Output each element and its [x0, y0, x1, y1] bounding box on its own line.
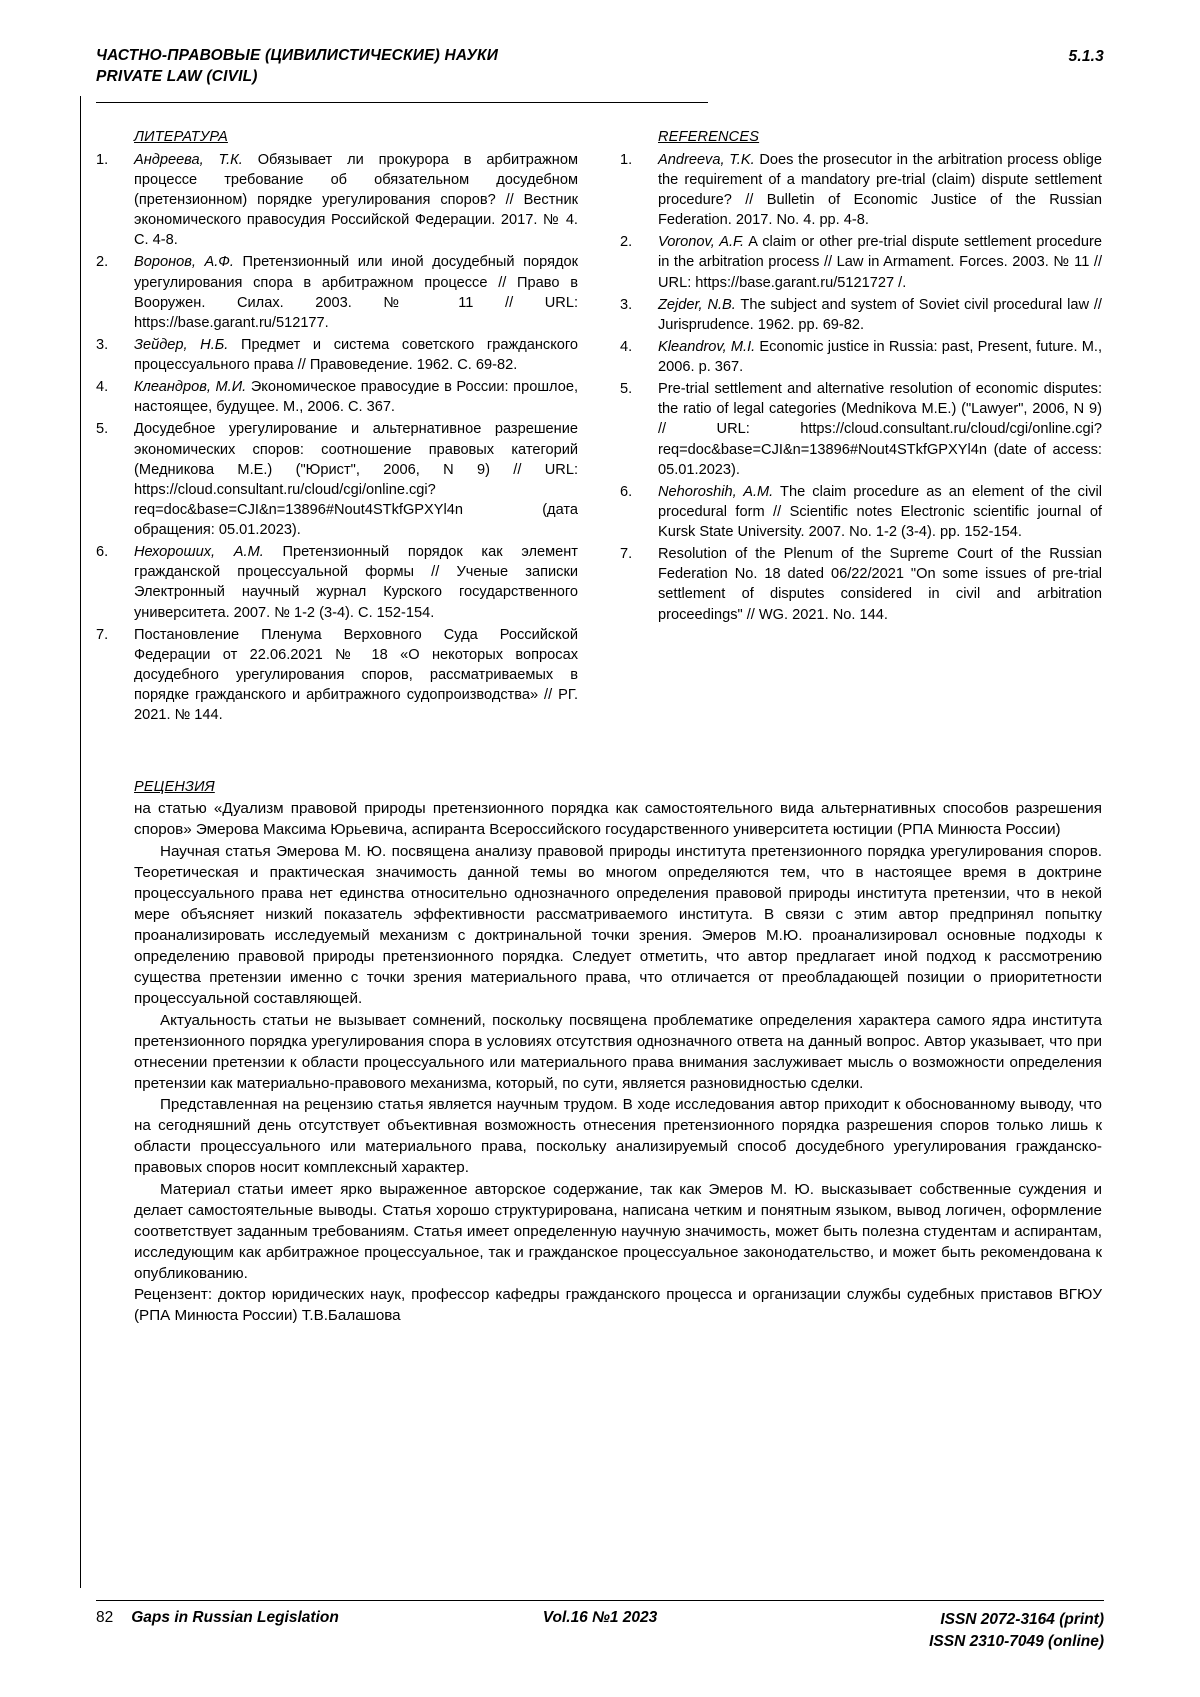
reference-item: [620, 232, 1102, 292]
reference-number: 2.: [96, 254, 109, 271]
footer-divider: [96, 1600, 1104, 1601]
literature-list: [96, 150, 578, 726]
reference-item: [620, 337, 1102, 377]
references-list: [620, 150, 1102, 625]
issn-online: ISSN 2310-7049 (online): [929, 1633, 1104, 1651]
reference-number: 7.: [620, 546, 633, 563]
reference-text: A claim or other pre-trial dispute settlement procedure in the arbitration process // Law in Armament. Forces. 2003. № 11 // URL: https://base.garant.ru/5121727 /.: [658, 234, 1102, 291]
reference-author: Kleandrov, M.I.: [658, 338, 756, 355]
review-paragraph: Актуальность статьи не вызывает сомнений, поскольку посвящена проблематике определения характера самого ядра института претензионного порядка урегулирования спора в условиях отсутствия однозначного ответа на данный вопрос. Автор указывает, что при отнесении претензии к области процессуального или материального права внимания заслуживает мысль о возможности определения претензии как материально-правового механизма, который, по сути, является разновидностью сделки.: [134, 1011, 1102, 1092]
reference-text: Досудебное урегулирование и альтернативное разрешение экономических споров: соотношение правовых категорий (Медникова М.Е.) ("Юрист", 2006, N 9) // URL: https://cloud.consultant.ru/cloud/cgi/online.cgi?req=doc&base=CJI&n=13896#Nout4STkfGPXYl4n (дата обращения: 05.01.2023).: [134, 421, 578, 539]
reference-text: Предмет и система советского гражданского процессуального права // Правоведение. 1962. С. 69-82.: [134, 336, 578, 374]
reference-number: 6.: [96, 544, 109, 561]
reference-number: 6.: [620, 483, 633, 500]
reference-text: Экономическое правосудие в России: прошлое, настоящее, будущее. М., 2006. С. 367.: [134, 379, 578, 416]
reference-author: Нехороших, А.М.: [134, 544, 264, 561]
reference-item: [620, 482, 1102, 542]
issn-print: ISSN 2072-3164 (print): [940, 1611, 1104, 1628]
reference-text: Does the prosecutor in the arbitration process oblige the requirement of a mandatory pre-trial (claim) dispute settlement procedure? // Bulletin of Economic Justice of the Russian Federation. 2017. No. 4. pp. 4-8.: [658, 151, 1103, 229]
footer-right: [929, 1609, 1104, 1654]
page-number: 82: [96, 1609, 114, 1626]
reference-text: Resolution of the Plenum of the Supreme Court of the Russian Federation No. 18 dated 06/22/2021 "On some issues of pre-trial settlement of disputes considered in civil and arbitration proceedings" // WG. 2021. No. 144.: [658, 546, 1102, 623]
reference-number: 1.: [620, 151, 633, 168]
review-paragraph: Рецензент: доктор юридических наук, профессор кафедры гражданского процесса и организации службы судебных приставов ВГЮУ (РПА Минюста России) Т.В.Балашова: [134, 1286, 1102, 1325]
reference-item: [620, 150, 1102, 231]
reference-number: 7.: [96, 626, 109, 643]
review-body: [134, 798, 1102, 1326]
left-margin-rule: [80, 96, 81, 1588]
reference-author: Voronov, A.F.: [658, 234, 745, 251]
reference-item: [620, 379, 1102, 480]
reference-item: [96, 252, 578, 333]
reference-author: Клеандров, М.И.: [134, 379, 247, 396]
reference-text: Претензионный или иной досудебный порядок урегулирования спора в арбитражном процессе // Право в Вооружен. Силах. 2003. № 11 // URL: https://base.garant.ru/512177.: [134, 254, 578, 331]
references-column: [620, 129, 1102, 728]
reference-author: Nehoroshih, A.M.: [658, 483, 774, 500]
reference-item: [96, 542, 578, 623]
header-title-en: PRIVATE LAW (CIVIL): [96, 67, 258, 85]
reference-number: 1.: [96, 151, 109, 168]
reference-item: [96, 150, 578, 251]
review-paragraph: Научная статья Эмерова М. Ю. посвящена анализу правовой природы института претензионного порядка урегулирования споров. Теоретическая и практическая значимость данной темы во многом определяются тем, что в настоящее время в доктрине процессуального права нет единства относительно однозначного определения правовой природы института претензии, что в некой мере объясняет низкий показатель эффективности рассматриваемого института. В связи с этим автор предпринял попытку проанализировать исследуемый механизм с доктринальной точки зрения. Эмеров М.Ю. проанализировал основные подходы к определению правовой природы претензионного порядка. Следует отметить, что автор предлагает иной подход к рассмотрению существа претензии именно с точки зрения материального права, что отличается от преобладающей позиции о приоритетности процессуальной составляющей.: [134, 842, 1102, 1008]
reference-text: Постановление Пленума Верховного Суда Российской Федерации от 22.06.2021 № 18 «О некоторых вопросах досудебного урегулирования споров, рассматриваемых в порядке гражданского и арбитражного судопроизводства» // РГ. 2021. № 144.: [134, 626, 578, 724]
header-title-ru: ЧАСТНО-ПРАВОВЫЕ (ЦИВИЛИСТИЧЕСКИЕ) НАУКИ: [96, 47, 499, 64]
reference-item: [620, 544, 1102, 625]
review-paragraph: на статью «Дуализм правовой природы претензионного порядка как самостоятельного вида альтернативных способов разрешения споров» Эмерова Максима Юрьевича, аспиранта Всероссийского государственного университета юстиции (РПА Минюста России): [134, 800, 1102, 839]
reference-number: 4.: [96, 379, 109, 396]
reference-author: Zejder, N.B.: [658, 296, 736, 313]
reference-author: Воронов, А.Ф.: [134, 254, 234, 271]
journal-name: Gaps in Russian Legislation: [131, 1609, 339, 1626]
review-heading: РЕЦЕНЗИЯ: [134, 779, 215, 796]
review-paragraph: Материал статьи имеет ярко выраженное авторское содержание, так как Эмеров М. Ю. высказывает собственные суждения и делает самостоятельные выводы. Статья хорошо структурирована, написана четким и понятным языком, вывод логичен, оформление соответствует заданным требованиям. Статья имеет определенную научную значимость, может быть полезна студентам и аспирантам, исследующим как арбитражное процессуальное, так и гражданское процессуальное законодательство, и может быть рекомендована к опубликованию.: [134, 1180, 1102, 1283]
reference-text: Обязывает ли прокурора в арбитражном процессе требование об обязательном досудебном (претензионном) порядке урегулирования споров? // Вестник экономического правосудия Российской Федерации. 2017. № 4. С. 4-8.: [134, 151, 578, 249]
literature-column: [96, 129, 578, 728]
reference-number: 5.: [96, 421, 109, 438]
reference-text: The claim procedure as an element of the civil procedural form // Scientific notes Electronic scientific journal of Kursk State University. 2007. No. 1-2 (3-4). pp. 152-154.: [658, 483, 1102, 541]
reference-number: 4.: [620, 338, 633, 355]
header-divider: [96, 102, 708, 103]
reference-number: 3.: [96, 336, 109, 353]
header-code: 5.1.3: [1068, 48, 1104, 65]
references-heading: REFERENCES: [658, 128, 760, 145]
reference-item: [620, 295, 1102, 335]
reference-text: The subject and system of Soviet civil procedural law // Jurisprudence. 1962. pp. 69-82.: [658, 296, 1102, 333]
review-section: [96, 779, 1104, 1326]
reference-text: Претензионный порядок как элемент гражданской процессуальной формы // Ученые записки Электронный научный журнал Курского государственного университета. 2007. № 1-2 (3-4). С. 152-154.: [134, 544, 578, 621]
review-paragraph: Представленная на рецензию статья является научным трудом. В ходе исследования автор приходит к обоснованному выводу, что на сегодняшний день отсутствует объективная возможность отнесения претензионного порядка разрешения споров только лишь к области процессуального или материального права, поскольку анализируемый способ досудебного урегулирования гражданско-правовых споров носит комплексный характер.: [134, 1096, 1102, 1177]
reference-text: Economic justice in Russia: past, Present, future. M., 2006. p. 367.: [658, 338, 1102, 376]
page-footer: [96, 1609, 1104, 1654]
reference-item: [96, 419, 578, 540]
reference-item: [96, 335, 578, 375]
reference-number: 3.: [620, 296, 633, 313]
reference-item: [96, 377, 578, 417]
references-section: [96, 129, 1104, 728]
reference-author: Зейдер, Н.Б.: [134, 336, 229, 353]
page-header: [96, 46, 1104, 88]
reference-author: Андреева, Т.К.: [134, 151, 243, 168]
reference-item: [96, 625, 578, 726]
reference-text: Pre-trial settlement and alternative resolution of economic disputes: the ratio of legal categories (Mednikova M.E.) ("Lawyer", 2006, N 9) // URL: https://cloud.consultant.ru/cloud/cgi/online.cgi?req=doc&base=CJI&n=13896#Nout4STkfGPXYl4n (date of access: 05.01.2023).: [658, 381, 1102, 478]
footer-left: [96, 1609, 339, 1627]
literature-heading: ЛИТЕРАТУРА: [134, 128, 228, 145]
volume-issue: Vol.16 №1 2023: [542, 1609, 658, 1626]
reference-number: 5.: [620, 381, 633, 398]
reference-number: 2.: [620, 234, 633, 251]
header-section-title: [96, 46, 498, 88]
reference-author: Andreeva, T.K.: [658, 151, 755, 168]
